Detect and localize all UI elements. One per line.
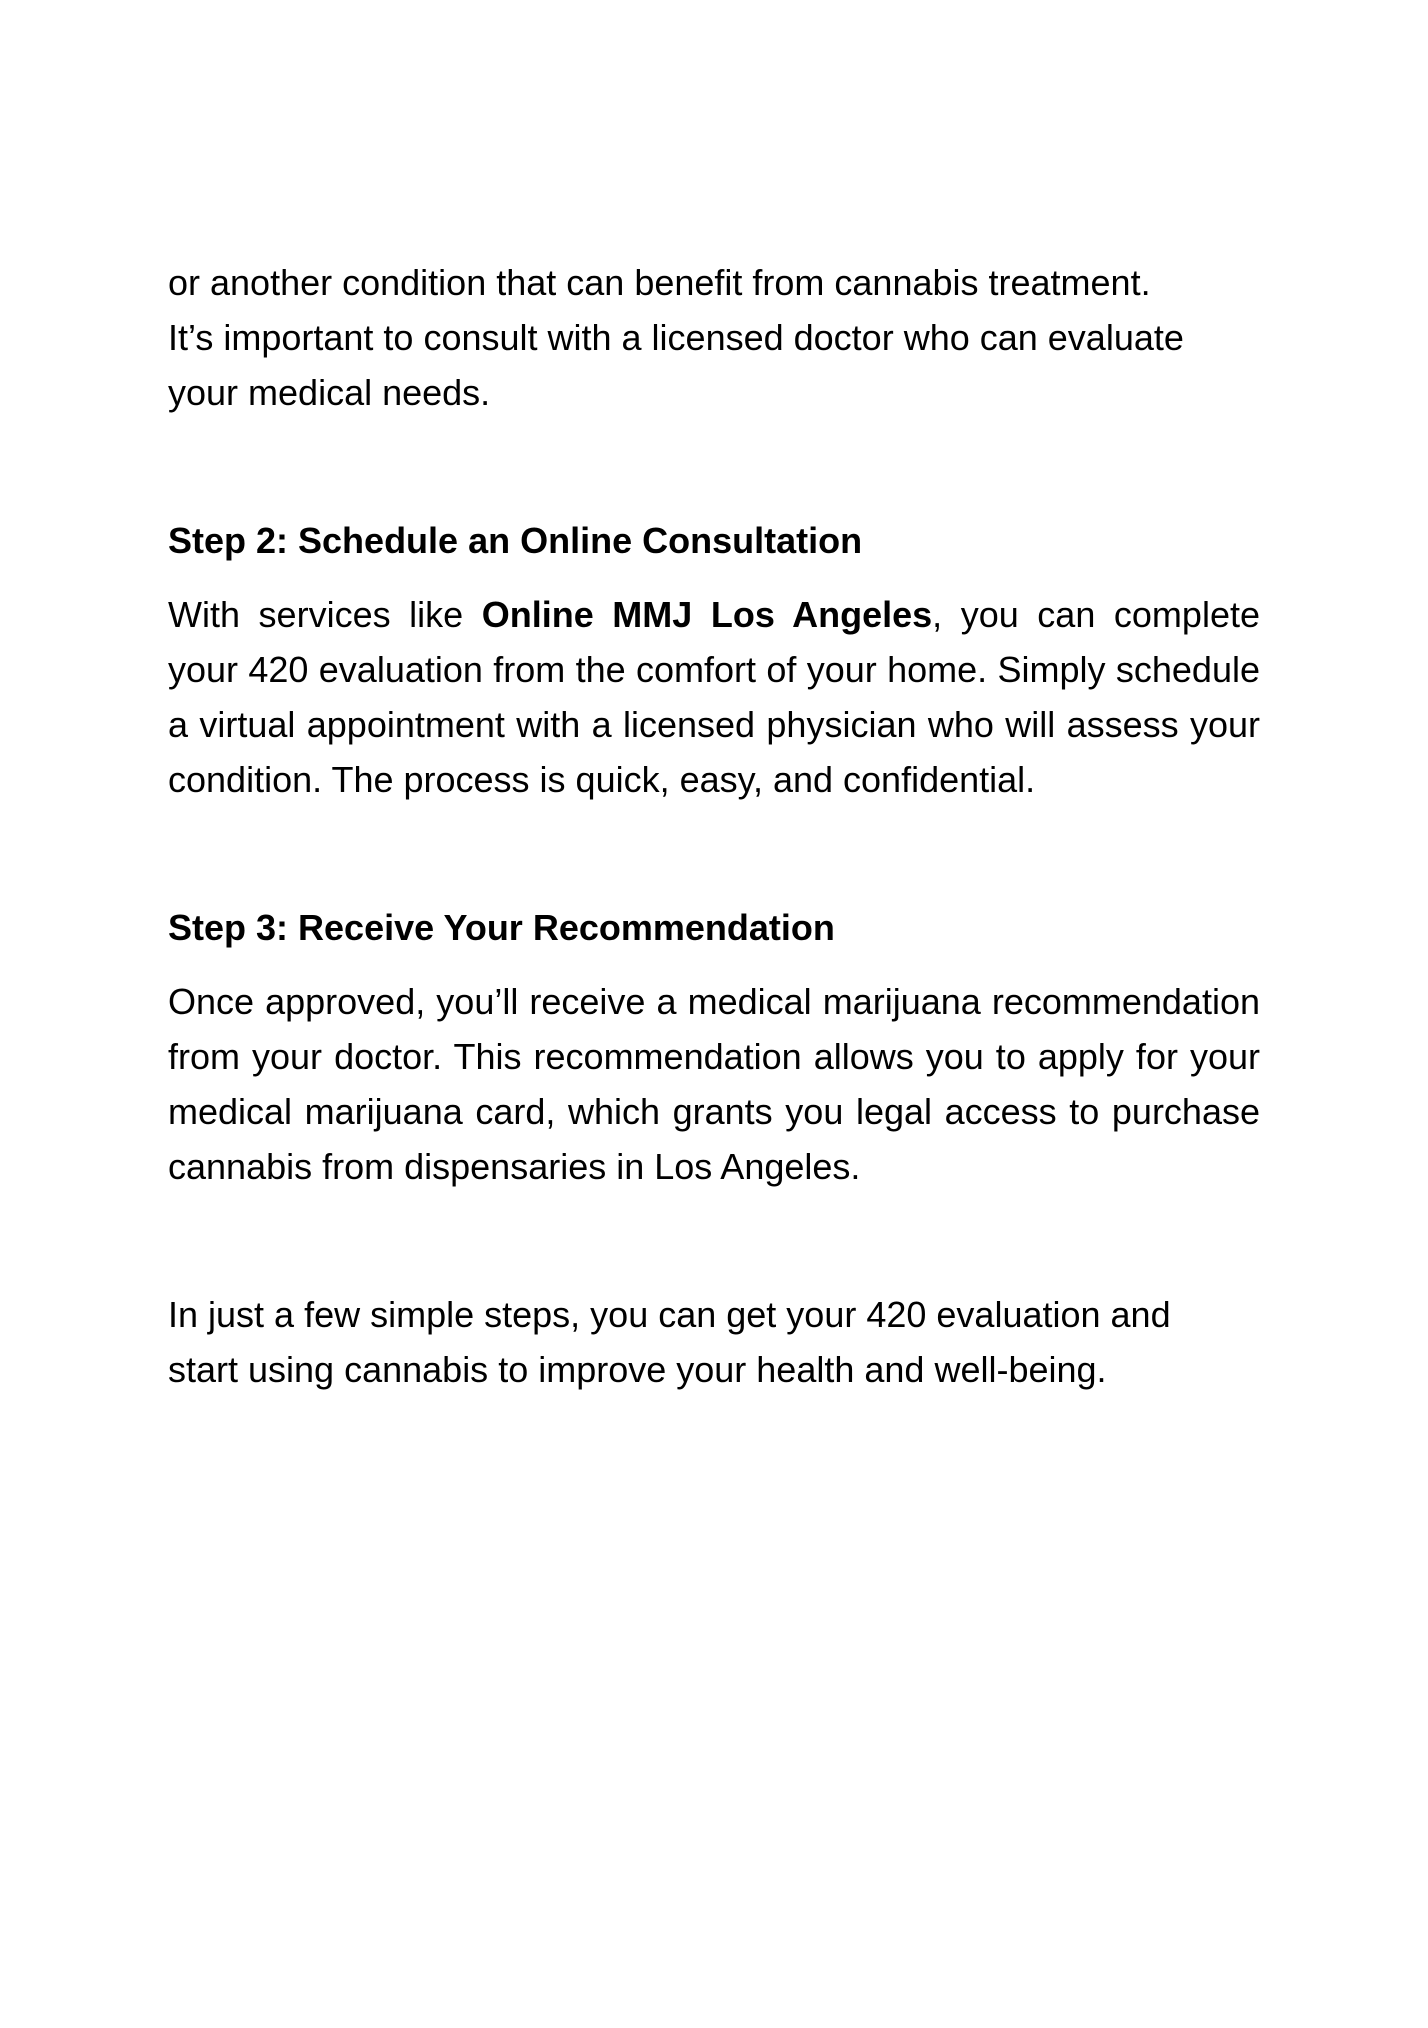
intro-line-1: or another condition that can benefit from cannabis treatment. xyxy=(168,262,1151,303)
step-3-paragraph: Once approved, you’ll receive a medical marijuana recommendation from your doctor. This recommendation allows you to apply for your medical marijuana card, which grants you legal access to purchase cannabis from dispensaries in Los Angeles. xyxy=(168,981,1260,1187)
intro-paragraph xyxy=(168,255,1260,420)
step-2-body-prefix: With services like xyxy=(168,594,482,635)
document-content xyxy=(168,255,1260,1397)
step-2-service-name: Online MMJ Los Angeles xyxy=(481,594,933,635)
intro-line-3: your medical needs. xyxy=(168,372,491,413)
step-2-paragraph xyxy=(168,587,1260,807)
closing-paragraph xyxy=(168,1287,1260,1397)
closing-line-2: start using cannabis to improve your health and well-being. xyxy=(168,1349,1107,1390)
closing-line-1: In just a few simple steps, you can get your 420 evaluation and xyxy=(168,1294,1171,1335)
intro-line-2: It’s important to consult with a licensed doctor who can evaluate xyxy=(168,317,1184,358)
step-2-heading: Step 2: Schedule an Online Consultation xyxy=(168,520,863,561)
step-2-body-suffix: , you can complete your 420 evaluation from the comfort of your home. Simply schedule a virtual appointment with a licensed physician who will assess your condition. The process is quick, easy, and confidential. xyxy=(168,594,1260,800)
step-3-heading: Step 3: Receive Your Recommendation xyxy=(168,907,835,948)
